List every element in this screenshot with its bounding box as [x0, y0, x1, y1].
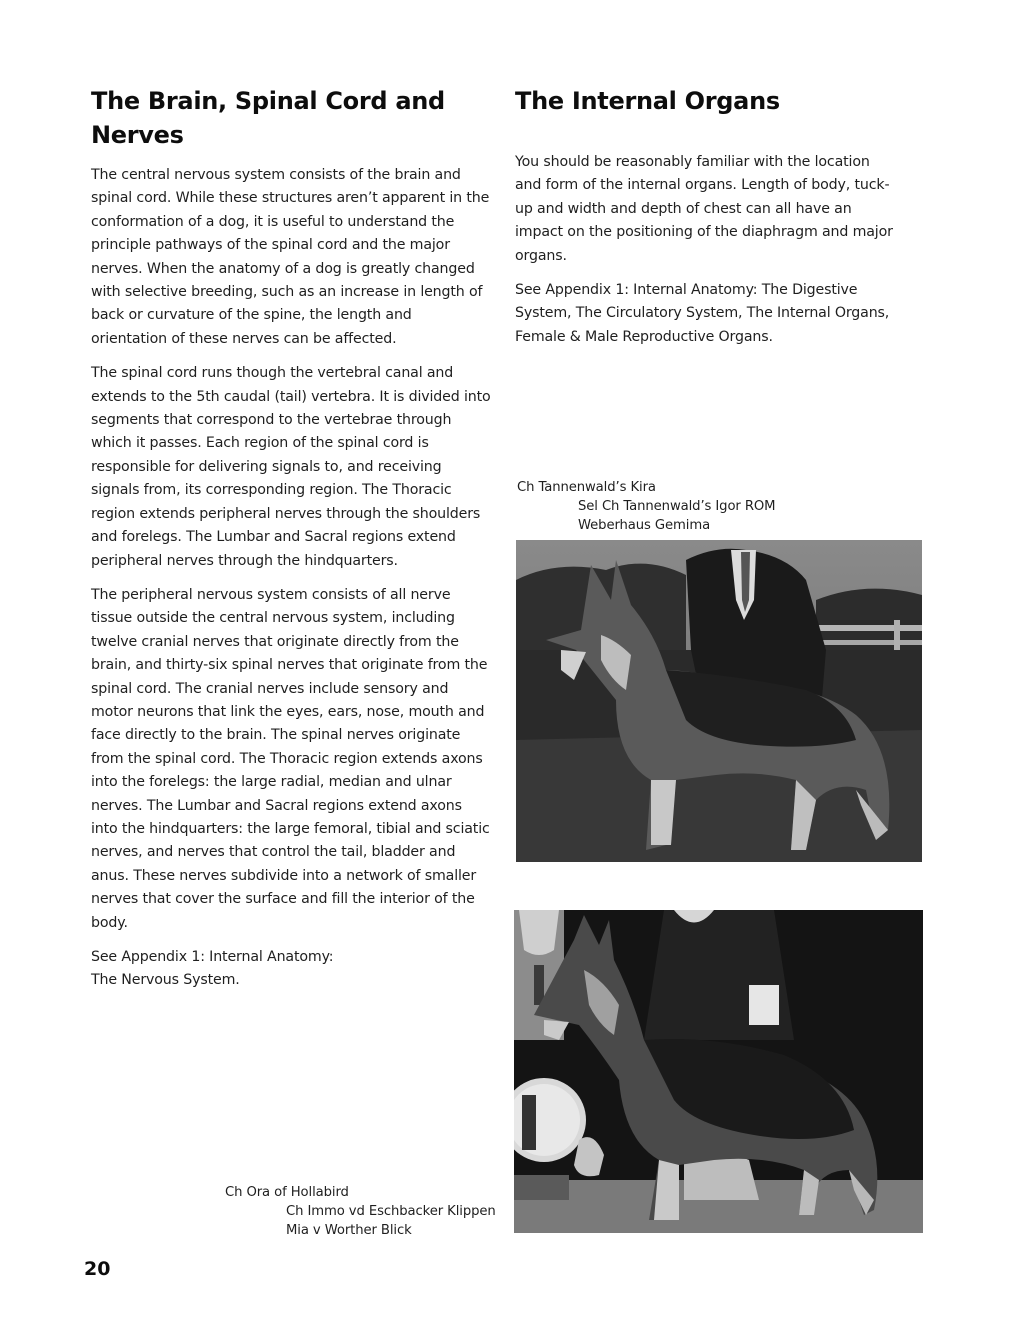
paragraph: You should be reasonably familiar with the location and form of the internal organs. Length of body, tuck-up and width and depth of chest can all have an impact on the positioning of the diaphragm and major organs.: [515, 154, 893, 264]
section-heading-brain-nerves: The Brain, Spinal Cord and Nerves: [91, 87, 445, 149]
caption-dog-name: Ch Tannenwald’s Kira: [517, 480, 656, 495]
dog-photo-2-image: [514, 910, 923, 1233]
photo-caption-2: [225, 1183, 496, 1240]
page-number: 20: [84, 1258, 111, 1280]
caption-dam: Mia v Worther Blick: [286, 1223, 412, 1238]
paragraph: The spinal cord runs though the vertebral canal and extends to the 5th caudal (tail) vertebra. It is divided into segments that correspond to the vertebrae through which it passes. Each region of the spinal cord is responsible for delivering signals to, and receiving signals from, its corresponding region. The Thoracic region extends peripheral nerves through the shoulders and forelegs. The Lumbar and Sacral regions extend peripheral nerves through the hindquarters.: [91, 365, 491, 569]
caption-dog-name: Ch Ora of Hollabird: [225, 1185, 349, 1200]
section-heading-internal-organs: The Internal Organs: [515, 87, 780, 115]
dog-photo-1-image: [516, 540, 922, 862]
dog-photo-2: [514, 910, 923, 1233]
appendix-reference: See Appendix 1: Internal Anatomy: The Digestive System, The Circulatory System, The Internal Organs, Female & Male Reproductive Organs.: [515, 282, 890, 345]
caption-sire: Ch Immo vd Eschbacker Klippen: [286, 1204, 496, 1219]
dog-photo-1: [516, 540, 922, 862]
appendix-reference: See Appendix 1: Internal Anatomy: The Nervous System.: [91, 949, 334, 989]
left-column: [91, 84, 491, 1004]
paragraph: The central nervous system consists of the brain and spinal cord. While these structures aren’t apparent in the conformation of a dog, it is useful to understand the principle pathways of the spinal cord and the major nerves. When the anatomy of a dog is greatly changed with selective breeding, such as an increase in length of back or curvature of the spine, the length and orientation of these nerves can be affected.: [91, 167, 490, 347]
caption-dam: Weberhaus Gemima: [578, 518, 711, 533]
paragraph: The peripheral nervous system consists of all nerve tissue outside the central nervous system, including twelve cranial nerves that originate directly from the brain, and thirty-six spinal nerves that originate from the spinal cord. The cranial nerves include sensory and motor neurons that link the eyes, ears, nose, mouth and face directly to the brain. The spinal nerves originate from the spinal cord. The Thoracic region extends axons into the forelegs: the large radial, median and ulnar nerves. The Lumbar and Sacral regions extend axons into the hindquarters: the large femoral, tibial and sciatic nerves, and nerves that control the tail, bladder and anus. These nerves subdivide into a network of smaller nerves that cover the surface and fill the interior of the body.: [91, 586, 490, 931]
caption-sire: Sel Ch Tannenwald’s Igor ROM: [578, 499, 776, 514]
right-column: [515, 84, 915, 360]
photo-caption-1: [517, 478, 775, 535]
